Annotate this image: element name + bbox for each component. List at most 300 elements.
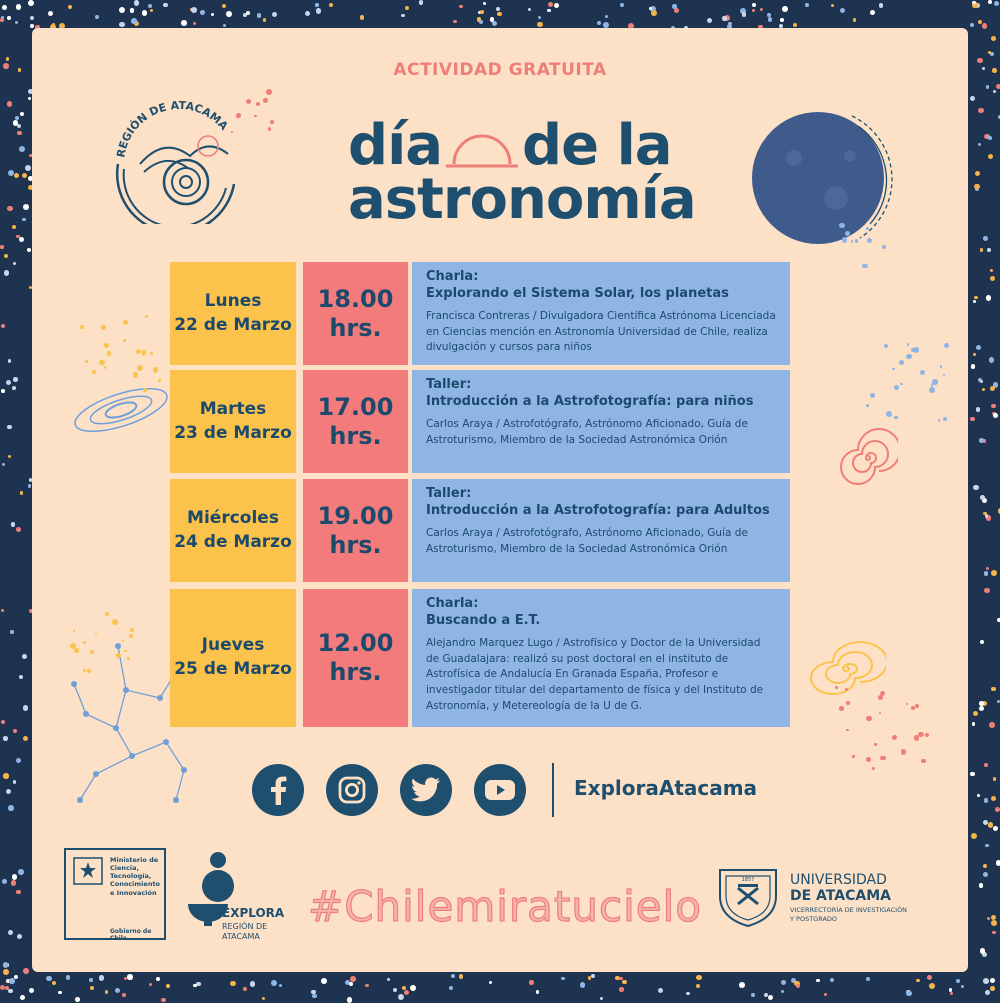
frame-dot [996, 84, 1000, 89]
frame-dot [984, 763, 988, 767]
frame-dot [13, 780, 16, 783]
frame-dot [991, 570, 997, 576]
frame-dot [305, 11, 310, 16]
frame-dot [8, 455, 12, 459]
free-activity-label: ACTIVIDAD GRATUITA [393, 60, 607, 80]
frame-dot [796, 984, 800, 988]
frame-dot [263, 18, 266, 21]
frame-dot [13, 262, 16, 265]
decor-dot [73, 630, 75, 632]
frame-dot [830, 978, 834, 982]
twitter-icon[interactable] [400, 764, 452, 816]
frame-dot [23, 968, 29, 974]
frame-dot [17, 131, 21, 135]
decor-dot [886, 411, 892, 417]
frame-dot [978, 143, 981, 146]
decor-dot [866, 716, 872, 722]
frame-dot [824, 993, 827, 996]
frame-dot [20, 995, 26, 1001]
frame-dot [16, 758, 21, 763]
frame-dot [983, 236, 988, 241]
frame-dot [537, 22, 543, 28]
frame-dot [329, 3, 333, 7]
frame-dot [28, 0, 34, 6]
decor-dot [107, 351, 111, 355]
frame-dot [166, 984, 170, 988]
frame-dot [985, 990, 990, 995]
frame-dot [14, 975, 18, 979]
frame-dot [988, 154, 993, 159]
decor-dot [270, 120, 274, 124]
frame-dot [11, 880, 16, 885]
frame-dot [163, 3, 167, 7]
frame-dot [927, 975, 932, 980]
frame-dot [686, 992, 690, 996]
frame-dot [1, 609, 4, 612]
explora-region: REGIÓN DE ATACAMA [222, 922, 268, 941]
frame-dot [853, 18, 856, 21]
frame-dot [986, 295, 991, 300]
frame-dot [840, 8, 845, 13]
frame-dot [979, 701, 984, 706]
frame-dot [991, 920, 997, 926]
frame-dot [483, 2, 486, 5]
instagram-icon[interactable] [326, 764, 378, 816]
facebook-icon[interactable] [252, 764, 304, 816]
frame-dot [985, 844, 989, 848]
frame-dot [990, 986, 995, 991]
frame-dot [193, 22, 196, 25]
decor-dot [882, 245, 886, 249]
decor-dot [266, 89, 272, 95]
frame-dot [561, 977, 565, 981]
frame-dot [986, 567, 989, 570]
frame-dot [23, 204, 29, 210]
frame-dot [23, 736, 28, 741]
decor-dot [864, 264, 868, 268]
frame-dot [870, 10, 875, 15]
frame-dot [243, 987, 248, 992]
frame-dot [12, 225, 16, 229]
university-subtitle: VICERRECTORÍA DE INVESTIGACIÓN Y POSTGRADO [790, 906, 908, 923]
frame-dot [993, 826, 998, 831]
frame-dot [831, 4, 834, 7]
decor-dot [866, 227, 869, 230]
region-badge-text: REGIÓN DE ATACAMA [114, 98, 231, 159]
frame-dot [16, 527, 21, 532]
decor-dot [938, 419, 940, 421]
frame-dot [990, 52, 994, 56]
frame-dot [971, 833, 977, 839]
frame-dot [156, 977, 160, 981]
frame-dot [3, 962, 9, 968]
frame-dot [991, 404, 996, 409]
galaxy-sketch-icon [66, 370, 176, 450]
speaker-info: Alejandro Marquez Lugo / Astrofísico y Doctor de la Universidad de Guadalajara: realizó su post doctoral en el instituto de Astrofísica de Andalucía En Granada España, Profesor e investigador titular del departamento de física y del Instituto de Astronomía, y Metereología de la U de G. [426, 636, 764, 712]
frame-dot [768, 17, 772, 21]
decor-dot [123, 339, 126, 342]
description-cell [412, 589, 790, 727]
frame-dot [916, 979, 920, 983]
frame-dot [387, 978, 390, 981]
frame-dot [4, 270, 9, 275]
decor-dot [130, 628, 134, 632]
frame-dot [46, 976, 52, 982]
frame-dot [990, 269, 993, 272]
frame-dot [30, 24, 34, 28]
frame-dot [119, 22, 124, 27]
frame-dot [591, 974, 595, 978]
activity-type: Taller: [426, 377, 472, 392]
time-unit: hrs. [329, 530, 382, 559]
title-astronomia: astronomía [348, 167, 696, 232]
frame-dot [22, 654, 27, 659]
frame-dot [991, 687, 996, 692]
decor-dot [900, 383, 903, 386]
frame-dot [972, 722, 975, 725]
decor-dot [122, 640, 124, 642]
day-date: 22 de Marzo [174, 314, 292, 335]
frame-dot [3, 969, 9, 975]
frame-dot [17, 934, 22, 939]
frame-dot [311, 990, 316, 995]
frame-dot [982, 388, 985, 391]
frame-dot [27, 248, 31, 252]
frame-dot [419, 0, 424, 5]
frame-dot [3, 736, 7, 740]
frame-dot [350, 976, 356, 982]
frame-dot [990, 978, 995, 983]
frame-dot [620, 3, 624, 7]
frame-dot [19, 675, 23, 679]
frame-dot [781, 990, 784, 993]
title-dia: día [348, 113, 443, 178]
decor-dot [899, 360, 904, 365]
decor-dot [901, 749, 906, 754]
decor-dot [236, 113, 241, 118]
frame-dot [134, 0, 139, 5]
decor-dot [906, 354, 912, 360]
frame-dot [15, 116, 19, 120]
frame-dot [312, 994, 316, 998]
decor-dot [137, 365, 143, 371]
activity-type: Charla: [426, 596, 479, 611]
svg-text:REGIÓN DE ATACAMA [114, 99, 230, 159]
decor-dot [867, 238, 872, 243]
frame-dot [11, 522, 16, 527]
frame-dot [781, 980, 786, 985]
frame-dot [973, 353, 976, 356]
frame-dot [29, 988, 34, 993]
frame-dot [142, 10, 148, 16]
frame-dot [996, 860, 1000, 865]
decor-dot [85, 360, 88, 363]
frame-dot [973, 711, 978, 716]
frame-dot [600, 997, 603, 1000]
schedule-row-1 [170, 262, 790, 365]
frame-dot [4, 254, 8, 258]
decor-dot [95, 633, 97, 635]
frame-dot [148, 4, 152, 8]
frame-dot [548, 2, 553, 7]
frame-dot [974, 296, 978, 300]
frame-dot [977, 794, 980, 797]
frame-dot [451, 974, 455, 978]
frame-dot [975, 171, 980, 176]
decor-dot [142, 350, 146, 354]
frame-dot [707, 18, 712, 23]
time-unit: hrs. [329, 658, 382, 686]
time-cell [303, 370, 408, 473]
frame-dot [816, 979, 819, 982]
day-date: 25 de Marzo [174, 659, 292, 679]
frame-dot [993, 90, 996, 93]
frame-dot [226, 11, 232, 17]
decor-dot [92, 370, 96, 374]
time-value: 19.00 [317, 501, 394, 530]
social-handle[interactable]: ExploraAtacama [574, 776, 758, 800]
frame-dot [19, 237, 24, 242]
frame-dot [536, 990, 539, 993]
decor-dot [940, 365, 942, 367]
schedule-row-4 [170, 589, 790, 727]
frame-dot [983, 864, 987, 868]
youtube-icon[interactable] [474, 764, 526, 816]
frame-dot [990, 386, 995, 391]
frame-dot [722, 16, 726, 20]
frame-dot [365, 984, 368, 987]
frame-dot [983, 512, 986, 515]
frame-dot [3, 773, 8, 778]
frame-dot [105, 990, 109, 994]
frame-dot [1, 389, 5, 393]
frame-dot [7, 101, 13, 107]
frame-dot [131, 18, 137, 24]
time-unit: hrs. [329, 421, 382, 450]
frame-dot [973, 300, 976, 303]
frame-dot [191, 7, 197, 13]
speaker-info: Francisca Contreras / Divulgadora Científica Astrónoma Licenciada en Ciencias mención en Astronomía Universidad de Chile, realiza divulgación y cursos para niños [426, 309, 776, 354]
decor-dot [855, 239, 858, 242]
frame-dot [459, 5, 462, 8]
frame-dot [480, 10, 485, 15]
frame-dot [398, 994, 404, 1000]
frame-dot [752, 3, 756, 7]
frame-dot [978, 108, 984, 114]
frame-dot [950, 992, 953, 995]
frame-dot [987, 135, 991, 139]
frame-dot [980, 380, 983, 383]
frame-dot [580, 982, 586, 988]
decor-dot [911, 348, 915, 352]
frame-dot [603, 22, 609, 28]
frame-dot [211, 13, 214, 16]
frame-dot [983, 872, 988, 877]
decor-dot [256, 102, 260, 106]
frame-dot [130, 8, 135, 13]
frame-dot [223, 24, 226, 27]
frame-dot [150, 9, 154, 13]
speaker-info: Carlos Araya / Astrofotógrafo, Astrónomo Aficionado, Guía de Astroturismo, Miembro de la Sociedad Astronómica Orión [426, 526, 748, 555]
frame-dot [6, 789, 11, 794]
decor-dot [127, 657, 130, 660]
frame-dot [19, 146, 25, 152]
frame-dot [0, 245, 3, 248]
day-name: Lunes [204, 290, 262, 311]
frame-dot [13, 377, 18, 382]
frame-dot [230, 981, 235, 986]
frame-dot [25, 165, 31, 171]
frame-dot [974, 184, 979, 189]
decor-dot [839, 706, 843, 710]
frame-dot [122, 993, 127, 998]
frame-dot [119, 7, 125, 13]
moon-icon [740, 106, 900, 256]
time-value: 18.00 [317, 284, 394, 313]
time-cell [303, 479, 408, 582]
frame-dot [971, 364, 976, 369]
frame-dot [547, 9, 550, 12]
schedule-row-3 [170, 479, 790, 582]
frame-dot [453, 20, 456, 23]
frame-dot [271, 980, 277, 986]
day-name: Martes [199, 398, 267, 419]
frame-dot [404, 990, 410, 996]
decor-dot [153, 367, 158, 372]
frame-dot [16, 4, 21, 9]
frame-dot [2, 5, 7, 10]
frame-dot [651, 10, 657, 16]
day-name: Miércoles [187, 507, 279, 528]
frame-dot [347, 997, 352, 1002]
title-de-la: de la [522, 113, 672, 178]
decor-dot [894, 416, 898, 420]
frame-dot [492, 21, 497, 26]
day-cell [170, 589, 296, 727]
frame-dot [10, 630, 13, 633]
frame-dot [181, 20, 187, 26]
frame-dot [988, 0, 992, 4]
frame-dot [554, 3, 559, 8]
frame-dot [360, 15, 364, 19]
frame-dot [222, 4, 227, 9]
decor-dot [892, 735, 897, 740]
frame-dot [976, 407, 980, 411]
decor-dot [920, 370, 925, 375]
frame-dot [988, 51, 991, 54]
frame-dot [28, 97, 32, 101]
frame-dot [615, 976, 619, 980]
frame-dot [12, 386, 16, 390]
frame-dot [401, 14, 404, 17]
frame-dot [906, 991, 912, 997]
frame-dot [393, 988, 397, 992]
frame-dot [760, 8, 763, 11]
frame-dot [991, 36, 996, 41]
frame-dot [497, 12, 502, 17]
decor-dot [943, 417, 947, 421]
frame-dot [90, 986, 94, 990]
frame-dot [987, 917, 990, 920]
frame-dot [16, 890, 20, 894]
frame-dot [0, 18, 4, 22]
description-cell [412, 370, 790, 473]
frame-dot [12, 874, 17, 879]
gobierno-label: Gobierno de Chile [110, 928, 152, 942]
frame-dot [980, 248, 984, 252]
activity-type: Taller: [426, 486, 472, 501]
frame-dot [52, 981, 56, 985]
frame-dot [68, 5, 72, 9]
frame-dot [20, 112, 24, 116]
frame-dot [805, 3, 809, 7]
pink-spiral-icon [838, 428, 898, 488]
decor-dot [99, 360, 105, 366]
decor-dot [133, 372, 139, 378]
decor-dot [124, 650, 126, 652]
time-cell [303, 589, 408, 727]
frame-dot [5, 986, 9, 990]
frame-dot [20, 491, 23, 494]
frame-dot [8, 930, 13, 935]
frame-dot [605, 15, 608, 18]
decor-dot [254, 115, 257, 118]
frame-dot [15, 21, 18, 24]
frame-dot [262, 997, 265, 1000]
frame-dot [989, 722, 995, 728]
frame-dot [279, 984, 282, 987]
frame-dot [149, 983, 153, 987]
frame-dot [973, 485, 979, 491]
decor-dot [263, 98, 268, 103]
decor-dot [150, 352, 153, 355]
frame-dot [991, 796, 996, 801]
frame-dot [315, 3, 318, 6]
frame-dot [978, 20, 982, 24]
frame-dot [987, 248, 991, 252]
frame-dot [742, 12, 747, 17]
frame-dot [986, 85, 989, 88]
frame-dot [321, 978, 327, 984]
day-name: Jueves [201, 635, 265, 656]
decor-dot [846, 729, 848, 731]
schedule-row-2 [170, 370, 790, 473]
frame-dot [528, 8, 531, 11]
sunset-icon [446, 118, 518, 174]
frame-dot [196, 982, 201, 987]
frame-dot [780, 18, 784, 22]
activity-type: Charla: [426, 269, 479, 284]
day-date: 23 de Marzo [174, 422, 292, 443]
description-cell [412, 262, 790, 365]
frame-dot [597, 21, 601, 25]
frame-dot [17, 124, 21, 128]
explora-name: EXPLORA [222, 906, 285, 920]
frame-dot [989, 357, 994, 362]
frame-dot [489, 981, 492, 984]
seal-year: 1857 [741, 877, 755, 883]
frame-dot [970, 417, 975, 422]
time-value: 12.00 [317, 629, 394, 658]
frame-dot [970, 772, 974, 776]
decor-dot [866, 404, 869, 407]
frame-dot [983, 978, 989, 984]
frame-dot [529, 980, 533, 984]
university-seal-icon [716, 864, 780, 928]
frame-dot [976, 345, 981, 350]
frame-dot [2, 463, 5, 466]
decor-dot [104, 366, 107, 369]
